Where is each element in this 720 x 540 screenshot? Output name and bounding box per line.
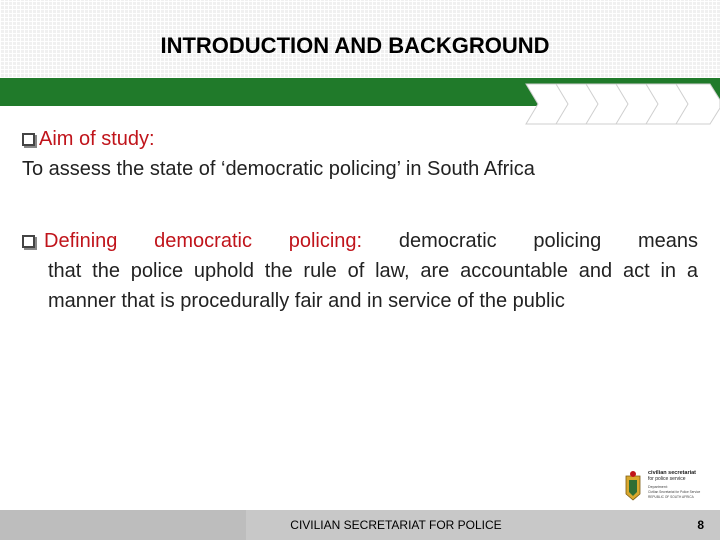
definition-section bbox=[22, 226, 698, 316]
slide-title: INTRODUCTION AND BACKGROUND bbox=[160, 33, 550, 58]
footer-left-block bbox=[0, 510, 246, 540]
chevron-arrows-decoration bbox=[520, 80, 720, 128]
logo-line1: civilian secretariat bbox=[648, 470, 697, 476]
definition-text: that the police uphold the rule of law, are accountable and act in a manner that is procedurally fair and in service of the public bbox=[48, 260, 698, 312]
aim-text: To assess the state of ‘democratic policing’ in South Africa bbox=[22, 158, 535, 180]
definition-line1: democratic policing means bbox=[398, 230, 699, 252]
aim-heading-row bbox=[22, 124, 698, 154]
definition-first-line bbox=[22, 226, 698, 256]
footer-bar bbox=[0, 510, 720, 540]
aim-section bbox=[22, 124, 698, 184]
logo-line5: REPUBLIC OF SOUTH AFRICA bbox=[648, 495, 694, 499]
definition-heading: Defining democratic policing: bbox=[44, 230, 363, 252]
checkbox-bullet-icon bbox=[22, 133, 35, 146]
checkbox-bullet-icon bbox=[22, 235, 35, 248]
footer-organization: CIVILIAN SECRETARIAT FOR POLICE bbox=[290, 518, 502, 532]
logo-line3: Department: bbox=[648, 485, 668, 489]
logo-line4: Civilian Secretariat for Police Service bbox=[648, 490, 701, 494]
page-number: 8 bbox=[697, 518, 704, 532]
logo-line2: for police service bbox=[648, 476, 686, 482]
aim-heading: Aim of study: bbox=[39, 128, 155, 150]
civilian-secretariat-logo bbox=[620, 466, 716, 506]
